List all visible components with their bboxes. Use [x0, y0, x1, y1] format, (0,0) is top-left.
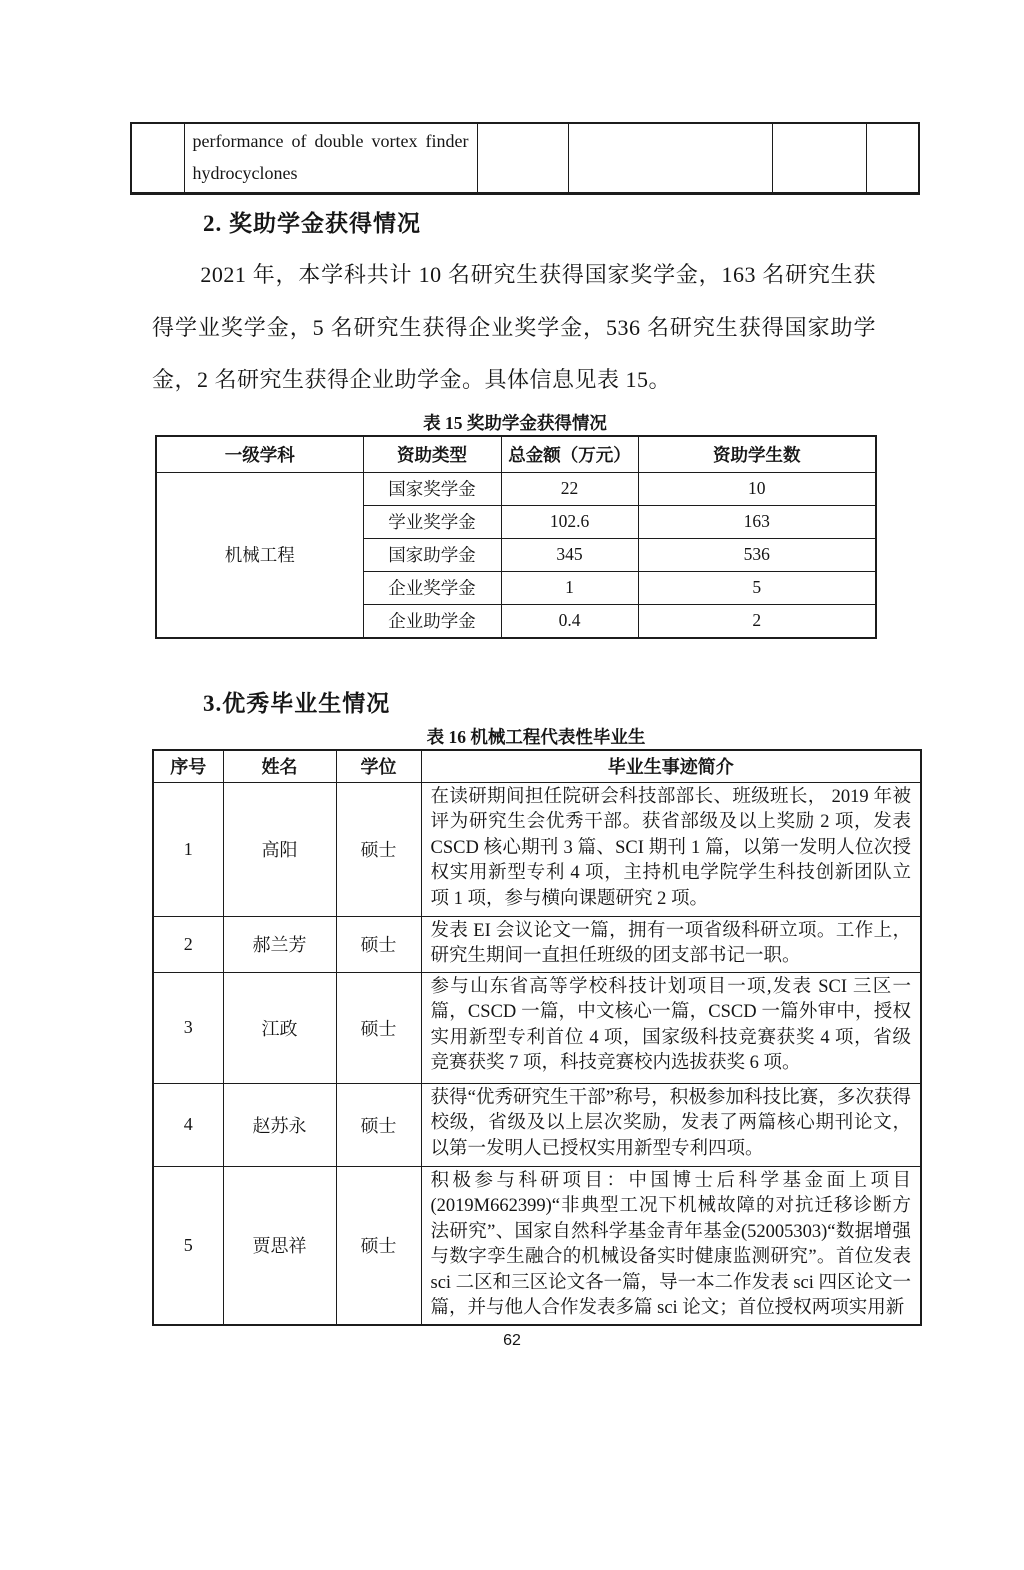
name-cell: 赵苏永: [223, 1083, 336, 1166]
subsidy-type-cell: 企业奖学金: [363, 571, 501, 604]
degree-cell: 硕士: [336, 916, 421, 972]
empty-cell: [772, 123, 866, 194]
header-bio: 毕业生事迹简介: [421, 750, 921, 783]
scholarship-table: [155, 435, 877, 639]
students-cell: 163: [638, 505, 876, 538]
bio-cell: 发表 EI 会议论文一篇，拥有一项省级科研立项。工作上，研究生期间一直担任班级的团支部书记一职。: [421, 916, 921, 972]
serial-cell: 3: [153, 972, 223, 1083]
header-student-count: 资助学生数: [638, 436, 876, 473]
publication-table-fragment: [130, 122, 920, 195]
header-discipline: 一级学科: [156, 436, 363, 473]
empty-cell: [131, 123, 184, 194]
table-header-row: [156, 436, 876, 473]
section-heading-scholarship: 2. 奖助学金获得情况: [203, 211, 421, 236]
amount-cell: 102.6: [501, 505, 638, 538]
bio-cell: 积极参与科研项目：中国博士后科学基金面上项目(2019M662399)“非典型工况下机械故障的对抗迁移诊断方法研究”、国家自然科学基金青年基金(52005303)“数据增强与数字孪生融合的机械设备实时健康监测研究”。首位发表 sci 二区和三区论文各一篇，导一本二作发表 sci 四区论文一篇，并与他人合作发表多篇 sci 论文；首位授权两项实用新: [421, 1166, 921, 1325]
name-cell: 江政: [223, 972, 336, 1083]
discipline-cell: 机械工程: [156, 472, 363, 638]
subsidy-type-cell: 企业助学金: [363, 604, 501, 638]
students-cell: 10: [638, 472, 876, 505]
serial-cell: 4: [153, 1083, 223, 1166]
table-row: [156, 472, 876, 505]
empty-cell: [866, 123, 919, 194]
header-serial: 序号: [153, 750, 223, 783]
bio-cell: 参与山东省高等学校科技计划项目一项,发表 SCI 三区一篇，CSCD 一篇，中文核心一篇，CSCD 一篇外审中，授权实用新型专利首位 4 项，国家级科技竞赛获奖 4 项，省级竞赛获奖 7 项，科技竞赛校内选拔获奖 6 项。: [421, 972, 921, 1083]
subsidy-type-cell: 国家助学金: [363, 538, 501, 571]
amount-cell: 0.4: [501, 604, 638, 638]
empty-cell: [477, 123, 568, 194]
name-cell: 高阳: [223, 782, 336, 916]
degree-cell: 硕士: [336, 972, 421, 1083]
amount-cell: 22: [501, 472, 638, 505]
section-heading-graduates: 3.优秀毕业生情况: [203, 690, 391, 716]
publication-title-cell: performance of double vortex finder hydrocyclones: [184, 123, 477, 194]
students-cell: 5: [638, 571, 876, 604]
table-row: [153, 1083, 921, 1166]
table-row: [153, 916, 921, 972]
scholarship-paragraph: 2021 年，本学科共计 10 名研究生获得国家奖学金，163 名研究生获得学业奖学金，5 名研究生获得企业奖学金，536 名研究生获得国家助学金，2 名研究生获得企业助学金。具体信息见表 15。: [152, 262, 876, 392]
subsidy-type-cell: 国家奖学金: [363, 472, 501, 505]
degree-cell: 硕士: [336, 1166, 421, 1325]
table-row: [153, 782, 921, 916]
header-subsidy-type: 资助类型: [363, 436, 501, 473]
name-cell: 郝兰芳: [223, 916, 336, 972]
table-row: [153, 972, 921, 1083]
empty-cell: [568, 123, 772, 194]
table-header-row: [153, 750, 921, 783]
serial-cell: 5: [153, 1166, 223, 1325]
document-page: [0, 122, 1024, 1570]
bio-cell: 在读研期间担任院研会科技部部长、班级班长， 2019 年被评为研究生会优秀干部。获省部级及以上奖励 2 项，发表 CSCD 核心期刊 3 篇、SCI 期刊 1 篇，以第一发明人位次授权实用新型专利 4 项，主持机电学院学生科技创新团队立项 1 项，参与横向课题研究 2 项。: [421, 782, 921, 916]
header-name: 姓名: [223, 750, 336, 783]
degree-cell: 硕士: [336, 1083, 421, 1166]
table16-caption: 表 16 机械工程代表性毕业生: [426, 726, 646, 747]
bio-cell: 获得“优秀研究生干部”称号，积极参加科技比赛，多次获得校级，省级及以上层次奖励，发表了两篇核心期刊论文，以第一发明人已授权实用新型专利四项。: [421, 1083, 921, 1166]
subsidy-type-cell: 学业奖学金: [363, 505, 501, 538]
header-total-amount: 总金额（万元）: [501, 436, 638, 473]
students-cell: 2: [638, 604, 876, 638]
serial-cell: 2: [153, 916, 223, 972]
amount-cell: 1: [501, 571, 638, 604]
table-row: [153, 1166, 921, 1325]
name-cell: 贾思祥: [223, 1166, 336, 1325]
page-number: 62: [503, 1331, 521, 1349]
amount-cell: 345: [501, 538, 638, 571]
graduates-table: [152, 749, 922, 1326]
students-cell: 536: [638, 538, 876, 571]
degree-cell: 硕士: [336, 782, 421, 916]
table-row: [131, 123, 919, 194]
serial-cell: 1: [153, 782, 223, 916]
table15-caption: 表 15 奖助学金获得情况: [423, 412, 607, 433]
header-degree: 学位: [336, 750, 421, 783]
